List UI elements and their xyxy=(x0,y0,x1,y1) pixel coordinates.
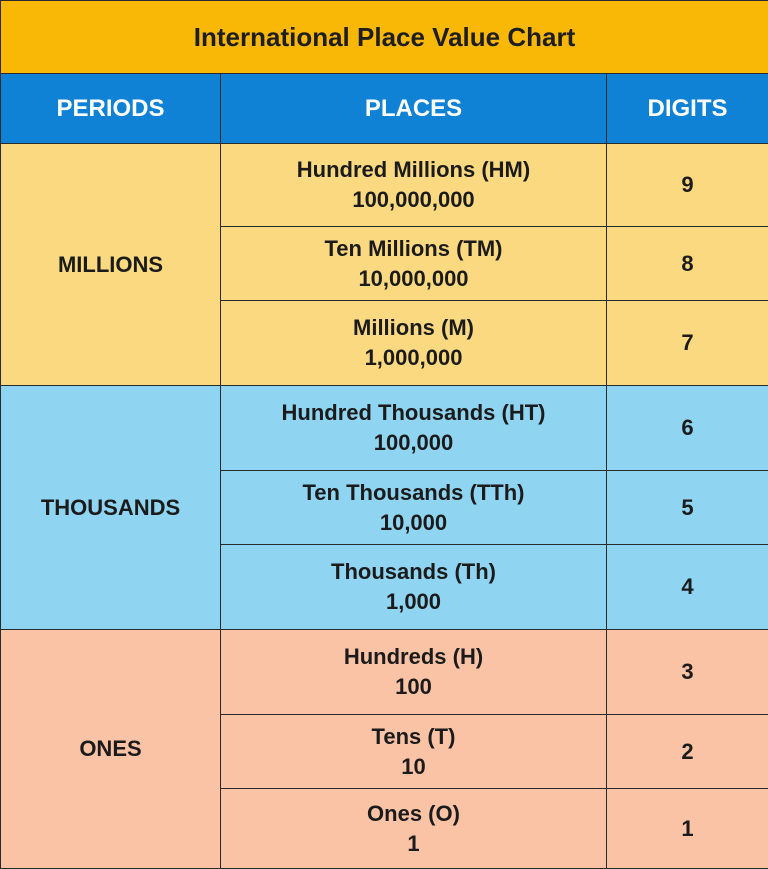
place-value: 1 xyxy=(221,829,606,859)
place-ten-millions xyxy=(221,227,607,301)
digit-cell: 6 xyxy=(607,386,768,471)
place-value: 1,000 xyxy=(221,587,606,617)
place-name: Hundred Millions (HM) xyxy=(221,155,606,185)
place-millions xyxy=(221,301,607,386)
place-value: 10 xyxy=(221,752,606,782)
period-ones: ONES xyxy=(1,630,221,869)
place-name: Tens (T) xyxy=(221,722,606,752)
place-name: Thousands (Th) xyxy=(221,557,606,587)
place-name: Hundreds (H) xyxy=(221,642,606,672)
digit-cell: 1 xyxy=(607,789,768,869)
place-tens xyxy=(221,715,607,789)
digit-cell: 5 xyxy=(607,471,768,545)
place-hundreds xyxy=(221,630,607,715)
period-thousands: THOUSANDS xyxy=(1,386,221,630)
header-places: PLACES xyxy=(221,74,607,144)
place-hundred-millions xyxy=(221,144,607,227)
place-ten-thousands xyxy=(221,471,607,545)
digit-cell: 9 xyxy=(607,144,768,227)
table-row xyxy=(1,144,768,227)
period-millions: MILLIONS xyxy=(1,144,221,386)
table-row xyxy=(1,386,768,471)
place-value: 100,000,000 xyxy=(221,185,606,215)
digit-cell: 3 xyxy=(607,630,768,715)
digit-cell: 7 xyxy=(607,301,768,386)
place-name: Ten Thousands (TTh) xyxy=(221,478,606,508)
place-thousands xyxy=(221,545,607,630)
place-name: Hundred Thousands (HT) xyxy=(221,398,606,428)
place-value: 10,000 xyxy=(221,508,606,538)
place-value: 100,000 xyxy=(221,428,606,458)
chart-title: International Place Value Chart xyxy=(1,1,768,74)
digit-cell: 8 xyxy=(607,227,768,301)
table-row xyxy=(1,630,768,715)
place-ones xyxy=(221,789,607,869)
place-name: Ten Millions (TM) xyxy=(221,234,606,264)
place-name: Ones (O) xyxy=(221,799,606,829)
place-value: 10,000,000 xyxy=(221,264,606,294)
place-hundred-thousands xyxy=(221,386,607,471)
header-digits: DIGITS xyxy=(607,74,768,144)
place-name: Millions (M) xyxy=(221,313,606,343)
digit-cell: 2 xyxy=(607,715,768,789)
digit-cell: 4 xyxy=(607,545,768,630)
place-value: 1,000,000 xyxy=(221,343,606,373)
place-value: 100 xyxy=(221,672,606,702)
header-periods: PERIODS xyxy=(1,74,221,144)
